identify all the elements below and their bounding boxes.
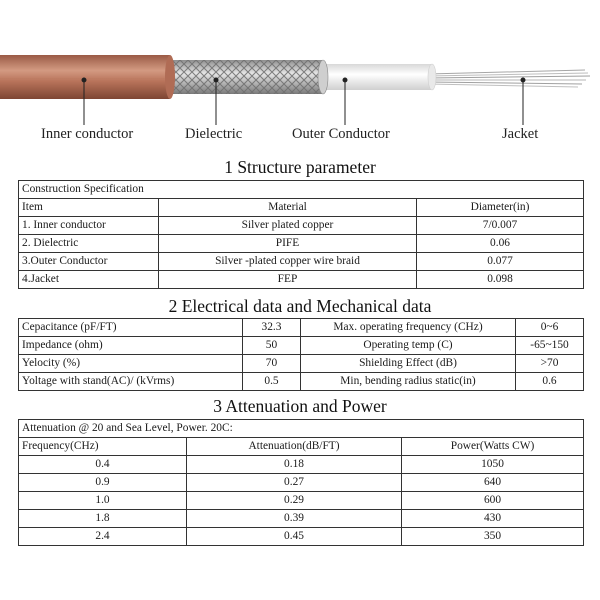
table-row xyxy=(19,492,584,510)
table-cell: Silver plated copper xyxy=(159,217,417,235)
table-cell: Operating temp (C) xyxy=(301,337,516,355)
table-cell: 600 xyxy=(402,492,584,510)
table-cell: 0.29 xyxy=(187,492,402,510)
table-row xyxy=(19,456,584,474)
cable-label-outer-conductor: Outer Conductor xyxy=(292,126,390,142)
table-row xyxy=(19,510,584,528)
table-caption: Construction Specification xyxy=(19,181,584,199)
table-cell: Cepacitance (pF/FT) xyxy=(19,319,243,337)
table-cell: 3.Outer Conductor xyxy=(19,253,159,271)
table-cell: 1.0 xyxy=(19,492,187,510)
table-caption-row xyxy=(19,420,584,438)
table-caption: Attenuation @ 20 and Sea Level, Power. 20C: xyxy=(19,420,584,438)
attenuation-section-title: 3 Attenuation and Power xyxy=(213,396,387,416)
table-row xyxy=(19,373,584,391)
table-cell: 0.098 xyxy=(417,271,584,289)
table-caption-row xyxy=(19,181,584,199)
table-cell: 0.27 xyxy=(187,474,402,492)
table-header-row xyxy=(19,438,584,456)
column-header-diameter: Diameter(in) xyxy=(417,199,584,217)
table-cell: 0.18 xyxy=(187,456,402,474)
table-cell: -65~150 xyxy=(516,337,584,355)
table-row xyxy=(19,319,584,337)
electrical-section-title: 2 Electrical data and Mechanical data xyxy=(168,296,432,316)
table-cell: 7/0.007 xyxy=(417,217,584,235)
table-cell: 0.06 xyxy=(417,235,584,253)
table-cell: 0.39 xyxy=(187,510,402,528)
table-cell: Yoltage with stand(AC)/ (kVrms) xyxy=(19,373,243,391)
table-row xyxy=(19,271,584,289)
table-cell: 0~6 xyxy=(516,319,584,337)
column-header-material: Material xyxy=(159,199,417,217)
table-cell: 4.Jacket xyxy=(19,271,159,289)
table-cell: 32.3 xyxy=(243,319,301,337)
table-cell: 1.8 xyxy=(19,510,187,528)
attenuation-table xyxy=(18,419,584,546)
cable-label-inner-conductor: Inner conductor xyxy=(41,126,134,142)
table-header-row xyxy=(19,199,584,217)
table-cell: FEP xyxy=(159,271,417,289)
table-row xyxy=(19,253,584,271)
table-cell: 350 xyxy=(402,528,584,546)
table-cell: 0.6 xyxy=(516,373,584,391)
table-cell: Yelocity (%) xyxy=(19,355,243,373)
table-cell: Max. operating frequency (CHz) xyxy=(301,319,516,337)
table-cell: 50 xyxy=(243,337,301,355)
table-cell: Min, bending radius static(in) xyxy=(301,373,516,391)
structure-table xyxy=(18,180,584,289)
braid-section xyxy=(165,60,328,94)
table-cell: 640 xyxy=(402,474,584,492)
column-header-power: Power(Watts CW) xyxy=(402,438,584,456)
table-cell: 2.4 xyxy=(19,528,187,546)
table-cell: Silver -plated copper wire braid xyxy=(159,253,417,271)
table-cell: 0.9 xyxy=(19,474,187,492)
table-cell: Shielding Effect (dB) xyxy=(301,355,516,373)
column-header-attenuation: Attenuation(dB/FT) xyxy=(187,438,402,456)
electrical-table xyxy=(18,318,584,391)
table-cell: 2. Dielectric xyxy=(19,235,159,253)
cable-label-dielectric: Dielectric xyxy=(185,126,243,142)
table-cell: 70 xyxy=(243,355,301,373)
column-header-frequency: Frequency(CHz) xyxy=(19,438,187,456)
table-row xyxy=(19,337,584,355)
structure-section-title: 1 Structure parameter xyxy=(224,157,376,177)
table-cell: 0.5 xyxy=(243,373,301,391)
table-cell: 0.4 xyxy=(19,456,187,474)
table-cell: 0.077 xyxy=(417,253,584,271)
table-cell: 430 xyxy=(402,510,584,528)
column-header-item: Item xyxy=(19,199,159,217)
table-cell: PIFE xyxy=(159,235,417,253)
table-row xyxy=(19,474,584,492)
table-row xyxy=(19,235,584,253)
cable-label-jacket: Jacket xyxy=(502,126,539,142)
table-cell: 1050 xyxy=(402,456,584,474)
table-cell: 0.45 xyxy=(187,528,402,546)
dielectric-section xyxy=(318,64,436,90)
table-row xyxy=(19,528,584,546)
table-cell: 1. Inner conductor xyxy=(19,217,159,235)
jacket-section xyxy=(0,55,175,99)
table-cell: >70 xyxy=(516,355,584,373)
table-cell: Impedance (ohm) xyxy=(19,337,243,355)
table-row xyxy=(19,217,584,235)
center-wire-strands xyxy=(428,70,590,87)
table-row xyxy=(19,355,584,373)
